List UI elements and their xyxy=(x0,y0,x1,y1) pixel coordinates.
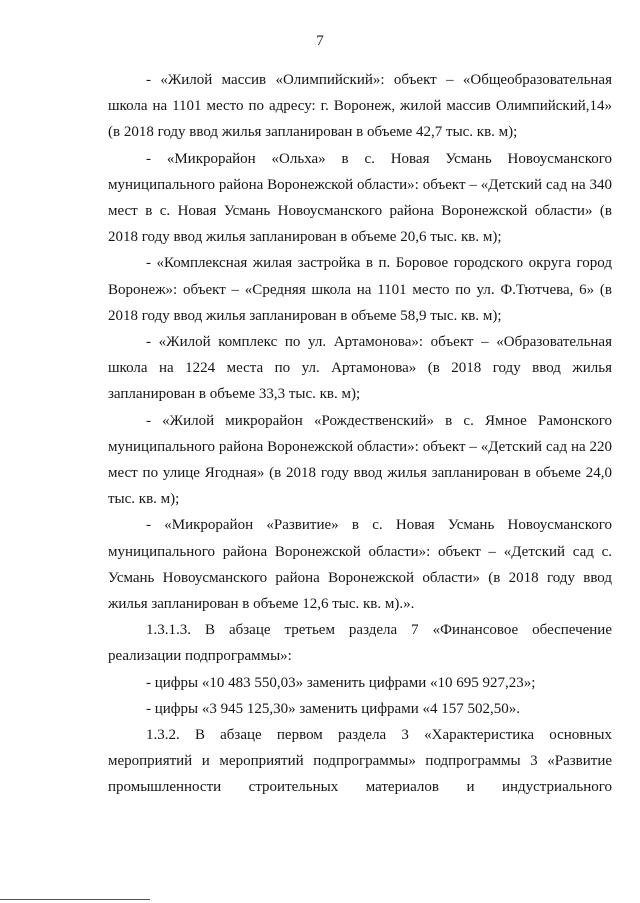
paragraph-olimpiyskiy: - «Жилой массив «Олимпийский»: объект – «Общеобразовательная школа на 1101 место по адресу: г. Воронеж, жилой массив Олимпийский,14» (в 2018 году ввод жилья запланирован в объеме 42,7 тыс. кв. м); xyxy=(108,72,612,141)
paragraph-replace-figures-1: - цифры «10 483 550,03» заменить цифрами «10 695 927,23»; xyxy=(146,674,536,691)
paragraph-replace-figures-2: - цифры «3 945 125,30» заменить цифрами «4 157 502,50». xyxy=(146,700,520,717)
paragraph-artamonova: - «Жилой комплекс по ул. Артамонова»: объект – «Образовательная школа на 1224 места по ул. Артамонова» (в 2018 году ввод жилья запланирован в объеме 33,3 тыс. кв. м); xyxy=(108,334,612,403)
paragraph-borovoe: - «Комплексная жилая застройка в п. Боровое городского округа город Воронеж»: объект – «Средняя школа на 1101 место по ул. Ф.Тютчева, 6» (в 2018 году ввод жилья запланирован в объеме 58,9 тыс. кв. м); xyxy=(108,255,612,324)
page-number: 7 xyxy=(316,33,324,49)
paragraph-olkha: - «Микрорайон «Ольха» в с. Новая Усмань Новоусманского муниципального района Воронежской области»: объект – «Детский сад на 340 мест в с. Новая Усмань Новоусманского района Воронежской области» (в 2018 году ввод жилья запланирован в объеме 20,6 тыс. кв. м); xyxy=(108,150,612,246)
paragraph-rozhdestvenskiy: - «Жилой микрорайон «Рождественский» в с. Ямное Рамонского муниципального района Воронежской области»: объект – «Детский сад на 220 мест по улице Ягодная» (в 2018 году ввод жилья запланирован в объеме 24,0 тыс. кв. м); xyxy=(108,412,612,508)
paragraph-section-1-3-1-3: 1.3.1.3. В абзаце третьем раздела 7 «Финансовое обеспечение реализации подпрограммы»: xyxy=(108,622,612,665)
scan-edge-line xyxy=(0,899,150,900)
paragraph-section-1-3-2: 1.3.2. В абзаце первом раздела 3 «Характеристика основных мероприятий и мероприятий подпрограммы» подпрограммы 3 «Развитие промышленности строительных материалов и индустриального xyxy=(108,727,612,796)
document-body xyxy=(108,67,612,801)
paragraph-razvitie: - «Микрорайон «Развитие» в с. Новая Усмань Новоусманского муниципального района Воронежской области»: объект – «Детский сад с. Усмань Новоусманского района Воронежской области» (в 2018 году ввод жилья запланирован в объеме 12,6 тыс. кв. м).». xyxy=(108,517,612,613)
